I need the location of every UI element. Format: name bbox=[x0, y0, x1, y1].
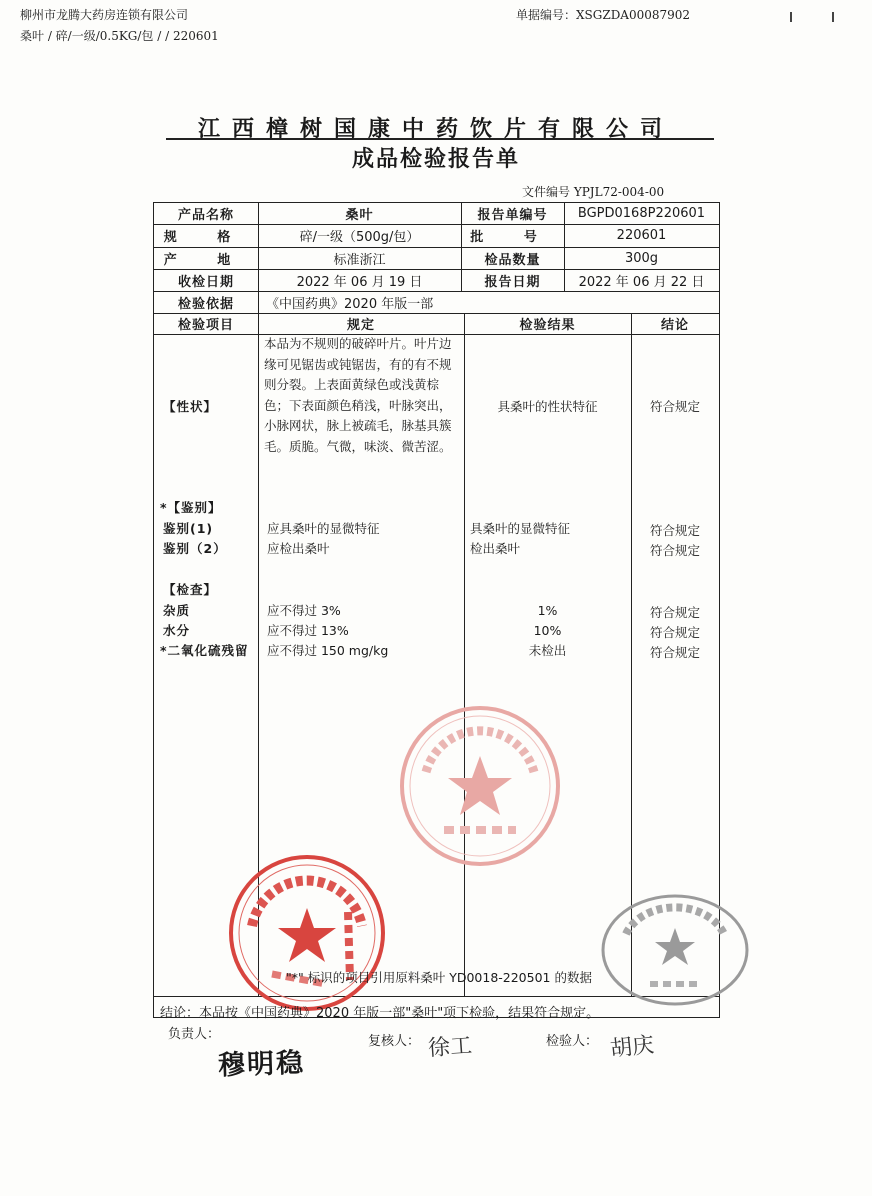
report-date-label: 报告日期 bbox=[484, 274, 541, 290]
table-row-spec: 应不得过 150 mg/kg bbox=[267, 643, 389, 658]
product-line: 桑叶 / 碎/一级/0.5KG/包 / / 220601 bbox=[20, 29, 219, 43]
table-row-conclusion: 符合规定 bbox=[649, 645, 700, 660]
table-row-item: 水分 bbox=[163, 623, 191, 638]
qty-value: 300g bbox=[624, 250, 659, 266]
responsible-signature: 穆明稳 bbox=[217, 1047, 306, 1082]
reviewer-label: 复核人： bbox=[368, 1034, 421, 1049]
reviewer-signature: 徐工 bbox=[427, 1033, 473, 1062]
table-row-item: 鉴别(1) bbox=[163, 521, 214, 536]
traits-description: 本品为不规则的破碎叶片。叶片边缘可见锯齿或钝锯齿，有的有不规则分裂。上表面黄绿色或浅黄棕色；下表面颜色稍浅，叶脉突出，小脉网状，脉上被疏毛，脉基具簇毛。质脆。气微，味淡、微苦涩。 bbox=[264, 336, 452, 454]
qty-label: 检品数量 bbox=[484, 252, 541, 268]
origin-value: 标准浙江 bbox=[333, 252, 386, 268]
report-date: 2022 年 06 月 22 日 bbox=[578, 274, 705, 290]
report-no: BGPD0168P220601 bbox=[577, 206, 706, 221]
identification-label: *【鉴别】 bbox=[160, 500, 222, 515]
table-row-result: 10% bbox=[533, 623, 562, 638]
basis-label: 检验依据 bbox=[177, 296, 234, 312]
batch-label: 批 号 bbox=[470, 230, 555, 245]
table-row-result: 检出桑叶 bbox=[470, 541, 521, 556]
table-row-item: *二氧化硫残留 bbox=[160, 643, 249, 658]
table-row-conclusion: 符合规定 bbox=[649, 605, 700, 620]
receive-date-label: 收检日期 bbox=[177, 274, 234, 290]
table-row-spec: 应检出桑叶 bbox=[267, 541, 330, 556]
footnote: "*" 标识的项目引用原料桑叶 YD0018-220501 的数据 bbox=[286, 970, 592, 985]
table-row-conclusion: 符合规定 bbox=[649, 543, 700, 558]
document-number: 单据编号：XSGZDA00087902 bbox=[516, 8, 691, 22]
column-conclusion: 结论 bbox=[660, 318, 689, 333]
file-number: 文件编号 YPJL72-004-00 bbox=[522, 185, 665, 199]
column-result: 检验结果 bbox=[519, 318, 576, 333]
table-row-spec: 应具桑叶的显微特征 bbox=[267, 521, 380, 536]
inspector-signature: 胡庆 bbox=[609, 1032, 656, 1063]
receive-date: 2022 年 06 月 19 日 bbox=[296, 274, 423, 290]
inspection-label: 【检查】 bbox=[163, 582, 218, 597]
column-spec: 规定 bbox=[346, 318, 375, 333]
product-name-label: 产品名称 bbox=[177, 208, 234, 223]
report-no-label: 报告单编号 bbox=[477, 208, 548, 223]
table-row-item: 鉴别（2） bbox=[163, 541, 227, 556]
table-row-result: 具桑叶的显微特征 bbox=[470, 521, 571, 536]
traits-conclusion: 符合规定 bbox=[649, 399, 700, 414]
table-row-result: 1% bbox=[537, 603, 558, 618]
report-title: 成品检验报告单 bbox=[351, 147, 520, 172]
quality-stamp-3 bbox=[598, 892, 752, 1008]
mark bbox=[790, 12, 792, 22]
conclusion-statement: 结论：本品按《中国药典》2020 年版一部"桑叶"项下检验，结果符合规定。 bbox=[160, 1006, 600, 1021]
table-row-spec: 应不得过 13% bbox=[267, 623, 349, 638]
spec-value: 碎/一级（500g/包） bbox=[299, 230, 420, 245]
table-row-result: 未检出 bbox=[528, 643, 567, 658]
responsible-label: 负责人： bbox=[168, 1027, 221, 1042]
product-name: 桑叶 bbox=[345, 208, 374, 223]
table-row-item: 杂质 bbox=[163, 603, 191, 618]
company-underline bbox=[166, 138, 714, 140]
spec-label: 规 格 bbox=[163, 230, 249, 245]
quality-stamp-2 bbox=[226, 852, 388, 1014]
quality-stamp-1 bbox=[396, 702, 564, 870]
pharmacy-name: 柳州市龙腾大药房连锁有限公司 bbox=[20, 8, 189, 22]
traits-result: 具桑叶的性状特征 bbox=[497, 399, 598, 414]
table-row-conclusion: 符合规定 bbox=[649, 625, 700, 640]
inspector-label: 检验人： bbox=[546, 1034, 599, 1049]
mark bbox=[832, 12, 834, 22]
traits-label: 【性状】 bbox=[163, 399, 218, 414]
origin-label: 产 地 bbox=[163, 252, 249, 268]
report-company-name: 江西樟树国康中药饮片有限公司 bbox=[197, 116, 674, 142]
column-item: 检验项目 bbox=[177, 318, 234, 333]
table-row-spec: 应不得过 3% bbox=[267, 603, 341, 618]
batch-value: 220601 bbox=[616, 228, 667, 243]
basis-value: 《中国药典》2020 年版一部 bbox=[266, 296, 434, 312]
table-row-conclusion: 符合规定 bbox=[649, 523, 700, 538]
